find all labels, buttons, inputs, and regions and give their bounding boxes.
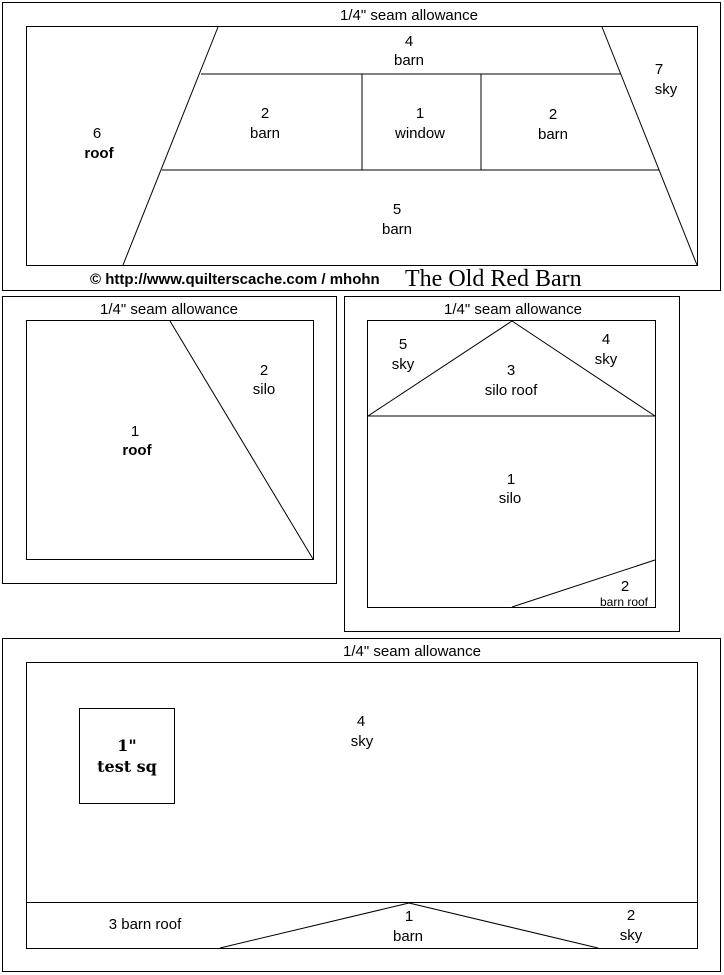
seam-allowance-label: 1/4" seam allowance <box>444 301 582 318</box>
section-silo <box>345 297 680 632</box>
piece-label: 3 barn roof <box>108 916 182 933</box>
seam-allowance-label: 1/4" seam allowance <box>343 643 481 660</box>
piece-fabric: barn <box>392 928 424 945</box>
piece-fabric: silo <box>252 381 276 398</box>
seam-border <box>345 297 680 632</box>
piece-fabric: sky <box>391 356 415 373</box>
section-sky-barn-roof <box>3 639 721 972</box>
seam-line <box>602 27 697 265</box>
piece-number: 3 <box>506 362 516 379</box>
seam-line <box>368 321 512 416</box>
piece-fabric: roof <box>84 145 114 162</box>
piece-fabric: barn <box>381 221 413 238</box>
piece-number: 5 <box>392 201 402 218</box>
piece-fabric: window <box>394 125 446 142</box>
piece-number: 4 <box>404 33 414 50</box>
piece-number: 2 <box>620 578 630 595</box>
piece-fabric: silo roof <box>484 382 538 399</box>
piece-fabric: sky <box>619 927 643 944</box>
piece-number: 1 <box>130 423 140 440</box>
seam-allowance-label: 1/4" seam allowance <box>340 7 478 24</box>
piece-number: 2 <box>260 105 270 122</box>
copyright-credit: © http://www.quilterscache.com / mhohn <box>90 271 380 288</box>
piece-fabric: roof <box>122 442 152 459</box>
pattern-title: The Old Red Barn <box>405 266 582 292</box>
piece-number: 1 <box>404 908 414 925</box>
seam-line <box>123 27 218 265</box>
piece-number: 2 <box>259 362 269 379</box>
piece-number: 2 <box>626 907 636 924</box>
piece-fabric: barn <box>537 126 569 143</box>
piece-number: 5 <box>398 336 408 353</box>
section-roof-silo <box>3 297 337 584</box>
piece-fabric: barn <box>393 52 425 69</box>
test-square <box>80 709 175 804</box>
seam-allowance-label: 1/4" seam allowance <box>100 301 238 318</box>
piece-number: 1 <box>506 471 516 488</box>
piece-fabric: sky <box>594 351 618 368</box>
piece-fabric: silo <box>498 490 522 507</box>
piece-number: 7 <box>654 61 664 78</box>
block-outline <box>27 663 698 949</box>
test-square-label: test sq <box>97 757 157 776</box>
section-barn <box>3 3 721 293</box>
seam-border <box>3 297 337 584</box>
seam-line <box>220 903 409 948</box>
piece-number: 6 <box>92 125 102 142</box>
seam-line <box>170 321 313 559</box>
piece-number: 2 <box>548 106 558 123</box>
piece-number: 4 <box>356 713 366 730</box>
piece-number: 4 <box>601 331 611 348</box>
piece-number: 1 <box>415 105 425 122</box>
piece-fabric: barn roof <box>599 595 649 609</box>
piece-fabric: sky <box>350 733 374 750</box>
test-square-size: 1" <box>117 736 137 755</box>
piece-fabric: sky <box>654 81 678 98</box>
seam-line <box>409 903 598 948</box>
block-outline <box>27 321 314 560</box>
piece-fabric: barn <box>249 125 281 142</box>
seam-line <box>512 321 655 416</box>
